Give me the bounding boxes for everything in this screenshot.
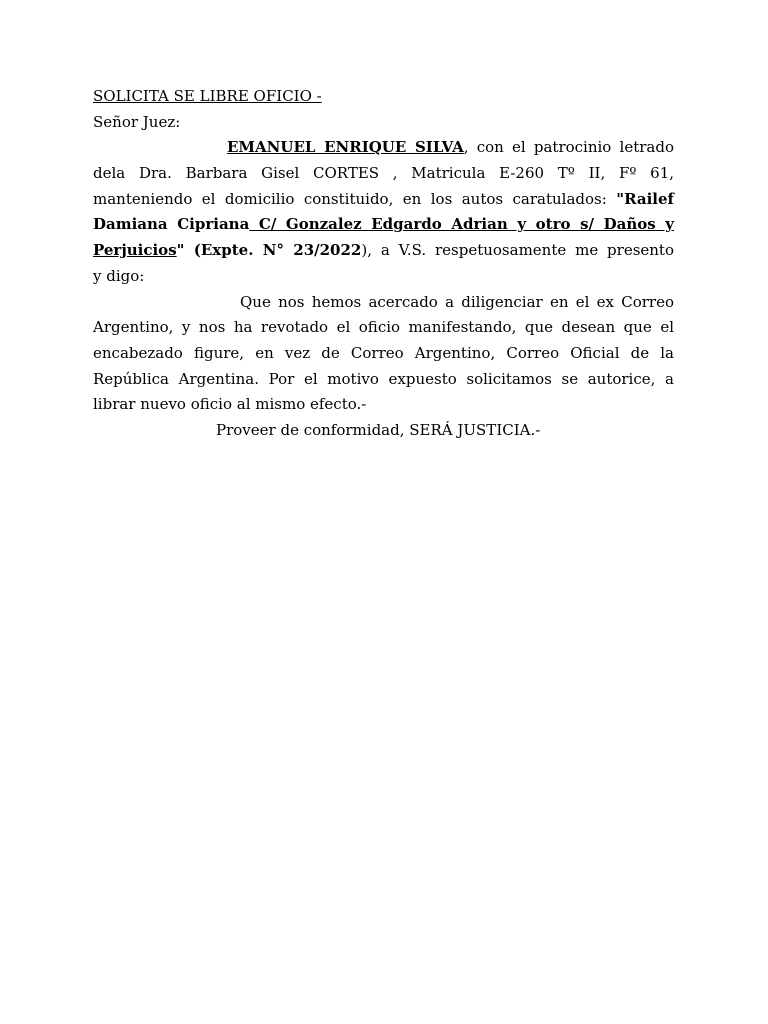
document-body: [93, 84, 674, 444]
heading-text: SOLICITA SE LIBRE OFICIO -: [93, 87, 322, 105]
intro-text: ), a V.S. respetuosamente me presento: [361, 241, 674, 260]
petition-line-2: Argentino, y nos ha revotado el oficio manifestando, que desean que el: [93, 318, 674, 337]
case-number: " (Expte. N° 23/2022: [176, 241, 362, 260]
intro-line-2: dela Dra. Barbara Gisel CORTES , Matricula E-260 Tº II, Fº 61,: [93, 164, 674, 183]
intro-line-5: [93, 238, 674, 264]
case-title-underlined: C/ Gonzalez Edgardo Adrian y otro s/ Daños y: [249, 215, 674, 234]
intro-text: manteniendo el domicilio constituido, en los autos caratulados:: [93, 189, 617, 208]
salutation: Señor Juez:: [93, 112, 181, 131]
intro-line-6: y digo:: [93, 266, 145, 285]
intro-line-3: [93, 187, 674, 213]
petition-line-1: Que nos hemos acercado a diligenciar en el ex Correo: [240, 292, 674, 311]
petition-line-5: librar nuevo oficio al mismo efecto.-: [93, 395, 367, 414]
intro-line-4: [93, 212, 674, 238]
intro-text: , con el patrocinio letrado: [463, 138, 674, 157]
petition-line-3: encabezado figure, en vez de Correo Argentino, Correo Oficial de la: [93, 343, 674, 362]
party-name: EMANUEL ENRIQUE SILVA: [227, 138, 464, 157]
case-title: Damiana Cipriana: [93, 215, 250, 234]
case-title-underlined: Perjuicios: [93, 241, 177, 260]
document-heading: [93, 84, 674, 110]
intro-line-1: [93, 135, 674, 161]
case-title: "Railef: [616, 189, 674, 208]
closing-line: Proveer de conformidad, SERÁ JUSTICIA.-: [216, 420, 541, 439]
petition-line-4: República Argentina. Por el motivo expuesto solicitamos se autorice, a: [93, 369, 674, 388]
